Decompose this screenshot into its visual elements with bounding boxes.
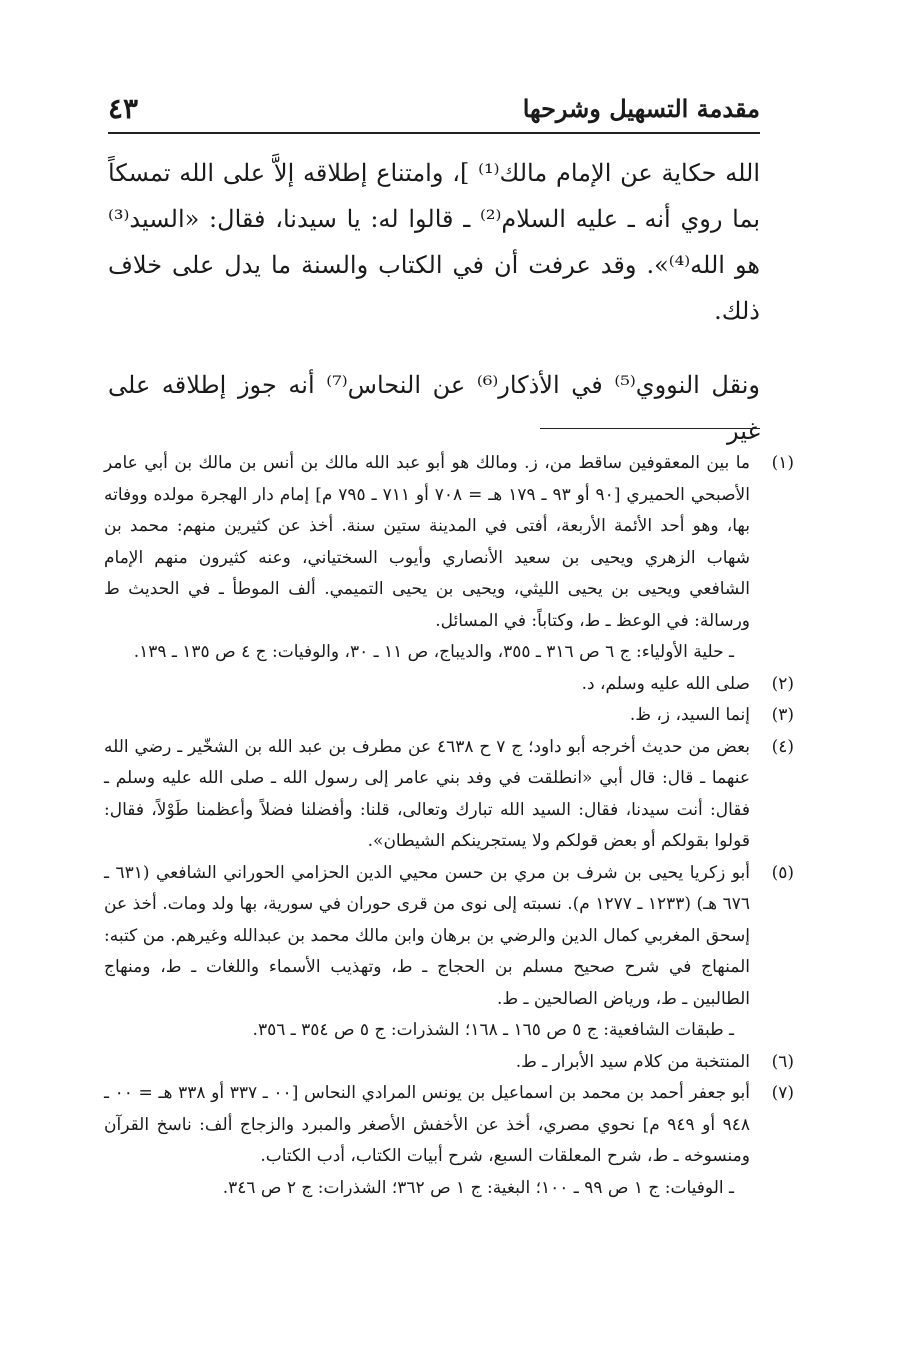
footnote-text: أبو زكريا يحيى بن شرف بن مري بن حسن محيي الدين الحزامي الحوراني الشافعي (٦٣١ ـ ٦٧٦ هـ) (١٢٣٣ ـ ١٢٧٧ م). نسبته إلى نوى من قرى حوران في سورية، بها ولد ومات. أخذ عن إسحق المغربي كمال الدين والرضي بن برهان وابن مالك محمد بن عبدالله وغيرهم. من كتبه: المنهاج في شرح صحيح مسلم بن الحجاج ـ ط، وتهذيب الأسماء واللغات ـ ط، ومنهاج الطالبين ـ ط، ورياض الصالحين ـ ط. — [104, 862, 750, 1009]
page-header — [108, 88, 760, 128]
footnote-text: بعض من حديث أخرجه أبو داود؛ ج ٧ ح ٤٦٣٨ عن مطرف بن عبد الله بن الشخّير ـ رضي الله عنهما ـ قال: قال أبي «انطلقت في وفد بني عامر إلى رسول الله ـ صلى الله عليه وسلم ـ فقال: أنت سيدنا، فقال: السيد الله تبارك وتعالى، قلنا: وأفضلنا فضلاً وأعظمنا طَوْلاً، فقال: قولوا بقولكم أو بعض قولكم ولا يستجرينكم الشيطان». — [104, 736, 751, 851]
footnote-3 — [104, 700, 794, 732]
footnote-text: ما بين المعقوفين ساقط من، ز. ومالك هو أبو عبد الله مالك بن أنس بن مالك بن أبي عامر الأصبحي الحميري [٩٠ أو ٩٣ ـ ١٧٩ هـ = ٧٠٨ أو ٧١١ ـ ٧٩٥ م] إمام دار الهجرة مولده ووفاته بها، وهو أحد الأئمة الأربعة، أفتى في المدينة ستين سنة. أخذ عن كثيرين منهم: محمد بن شهاب الزهري ويحيى بن سعيد الأنصاري وأيوب السختياني، وعنه كثيرون منهم الإمام الشافعي ويحيى بن يحيى الليثي، ويحيى بن يحيى التميمي. ألف الموطأ ـ في الحديث ط ورسالة: في الوعظ ـ ط، وكتاباً: في المسائل. — [104, 453, 750, 631]
footnote-text: أبو جعفر أحمد بن محمد بن اسماعيل بن يونس المرادي النحاس [٠٠ ـ ٣٣٧ أو ٣٣٨ هـ = ٠٠ ـ ٩٤٨ أو ٩٤٩ م] نحوي مصري، أخذ عن الأخفش الأصغر والمبرد والزجاج ألف: ناسخ القرآن ومنسوخه ـ ط، شرح المعلقات السبع، شرح أبيات الكتاب، أدب الكتاب. — [104, 1083, 750, 1166]
footnote-6 — [104, 1047, 794, 1079]
footnote-separator — [540, 428, 760, 429]
footnote-text: إنما السيد، ز، ظ. — [629, 705, 750, 725]
footnote-references: ـ طبقات الشافعية: ج ٥ ص ١٦٥ ـ ١٦٨؛ الشذرات: ج ٥ ص ٣٥٤ ـ ٣٥٦. — [252, 1020, 734, 1040]
running-title: مقدمة التسهيل وشرحها — [522, 93, 760, 123]
footnote-number: (٢) — [771, 673, 794, 694]
footnote-text: صلى الله عليه وسلم، د. — [581, 673, 750, 694]
footnote-references: ـ حلية الأولياء: ج ٦ ص ٣١٦ ـ ٣٥٥، والديباج، ص ١١ ـ ٣٠، والوفيات: ج ٤ ص ١٣٥ ـ ١٣٩. — [133, 642, 734, 662]
footnote-number: (٦) — [771, 1051, 794, 1072]
footnote-number: (٥) — [771, 862, 794, 883]
body-paragraph-2: ونقل النووي⁽⁵⁾ في الأذكار⁽⁶⁾ عن النحاس⁽⁷⁾ أنه جوز إطلاقه على غير — [108, 371, 761, 445]
main-text — [108, 150, 760, 454]
footnote-number: (٤) — [771, 736, 794, 757]
footnote-references: ـ الوفيات: ج ١ ص ٩٩ ـ ١٠٠؛ البغية: ج ١ ص ٣٦٢؛ الشذرات: ج ٢ ص ٣٤٦. — [222, 1177, 734, 1198]
footnote-text: المنتخبة من كلام سيد الأبرار ـ ط. — [515, 1051, 750, 1072]
footnote-number: (١) — [771, 453, 794, 473]
footnote-number: (٧) — [771, 1083, 794, 1103]
header-rule — [108, 132, 760, 134]
footnote-4 — [104, 732, 794, 858]
footnotes — [104, 448, 794, 1204]
footnote-5 — [104, 858, 794, 1047]
page-number: ٤٣ — [108, 91, 139, 125]
footnote-number: (٣) — [771, 705, 794, 725]
body-paragraph-1: الله حكاية عن الإمام مالك⁽¹⁾ ]، وامتناع إطلاقه إلاَّ على الله تمسكاً بما روي أنه ـ عليه السلام⁽²⁾ ـ قالوا له: يا سيدنا، فقال: «السيد⁽³⁾ هو الله⁽⁴⁾». وقد عرفت أن في الكتاب والسنة ما يدل على خلاف ذلك. — [108, 159, 760, 325]
footnote-1 — [104, 448, 794, 669]
footnote-2 — [104, 669, 794, 701]
footnote-7 — [104, 1078, 794, 1204]
